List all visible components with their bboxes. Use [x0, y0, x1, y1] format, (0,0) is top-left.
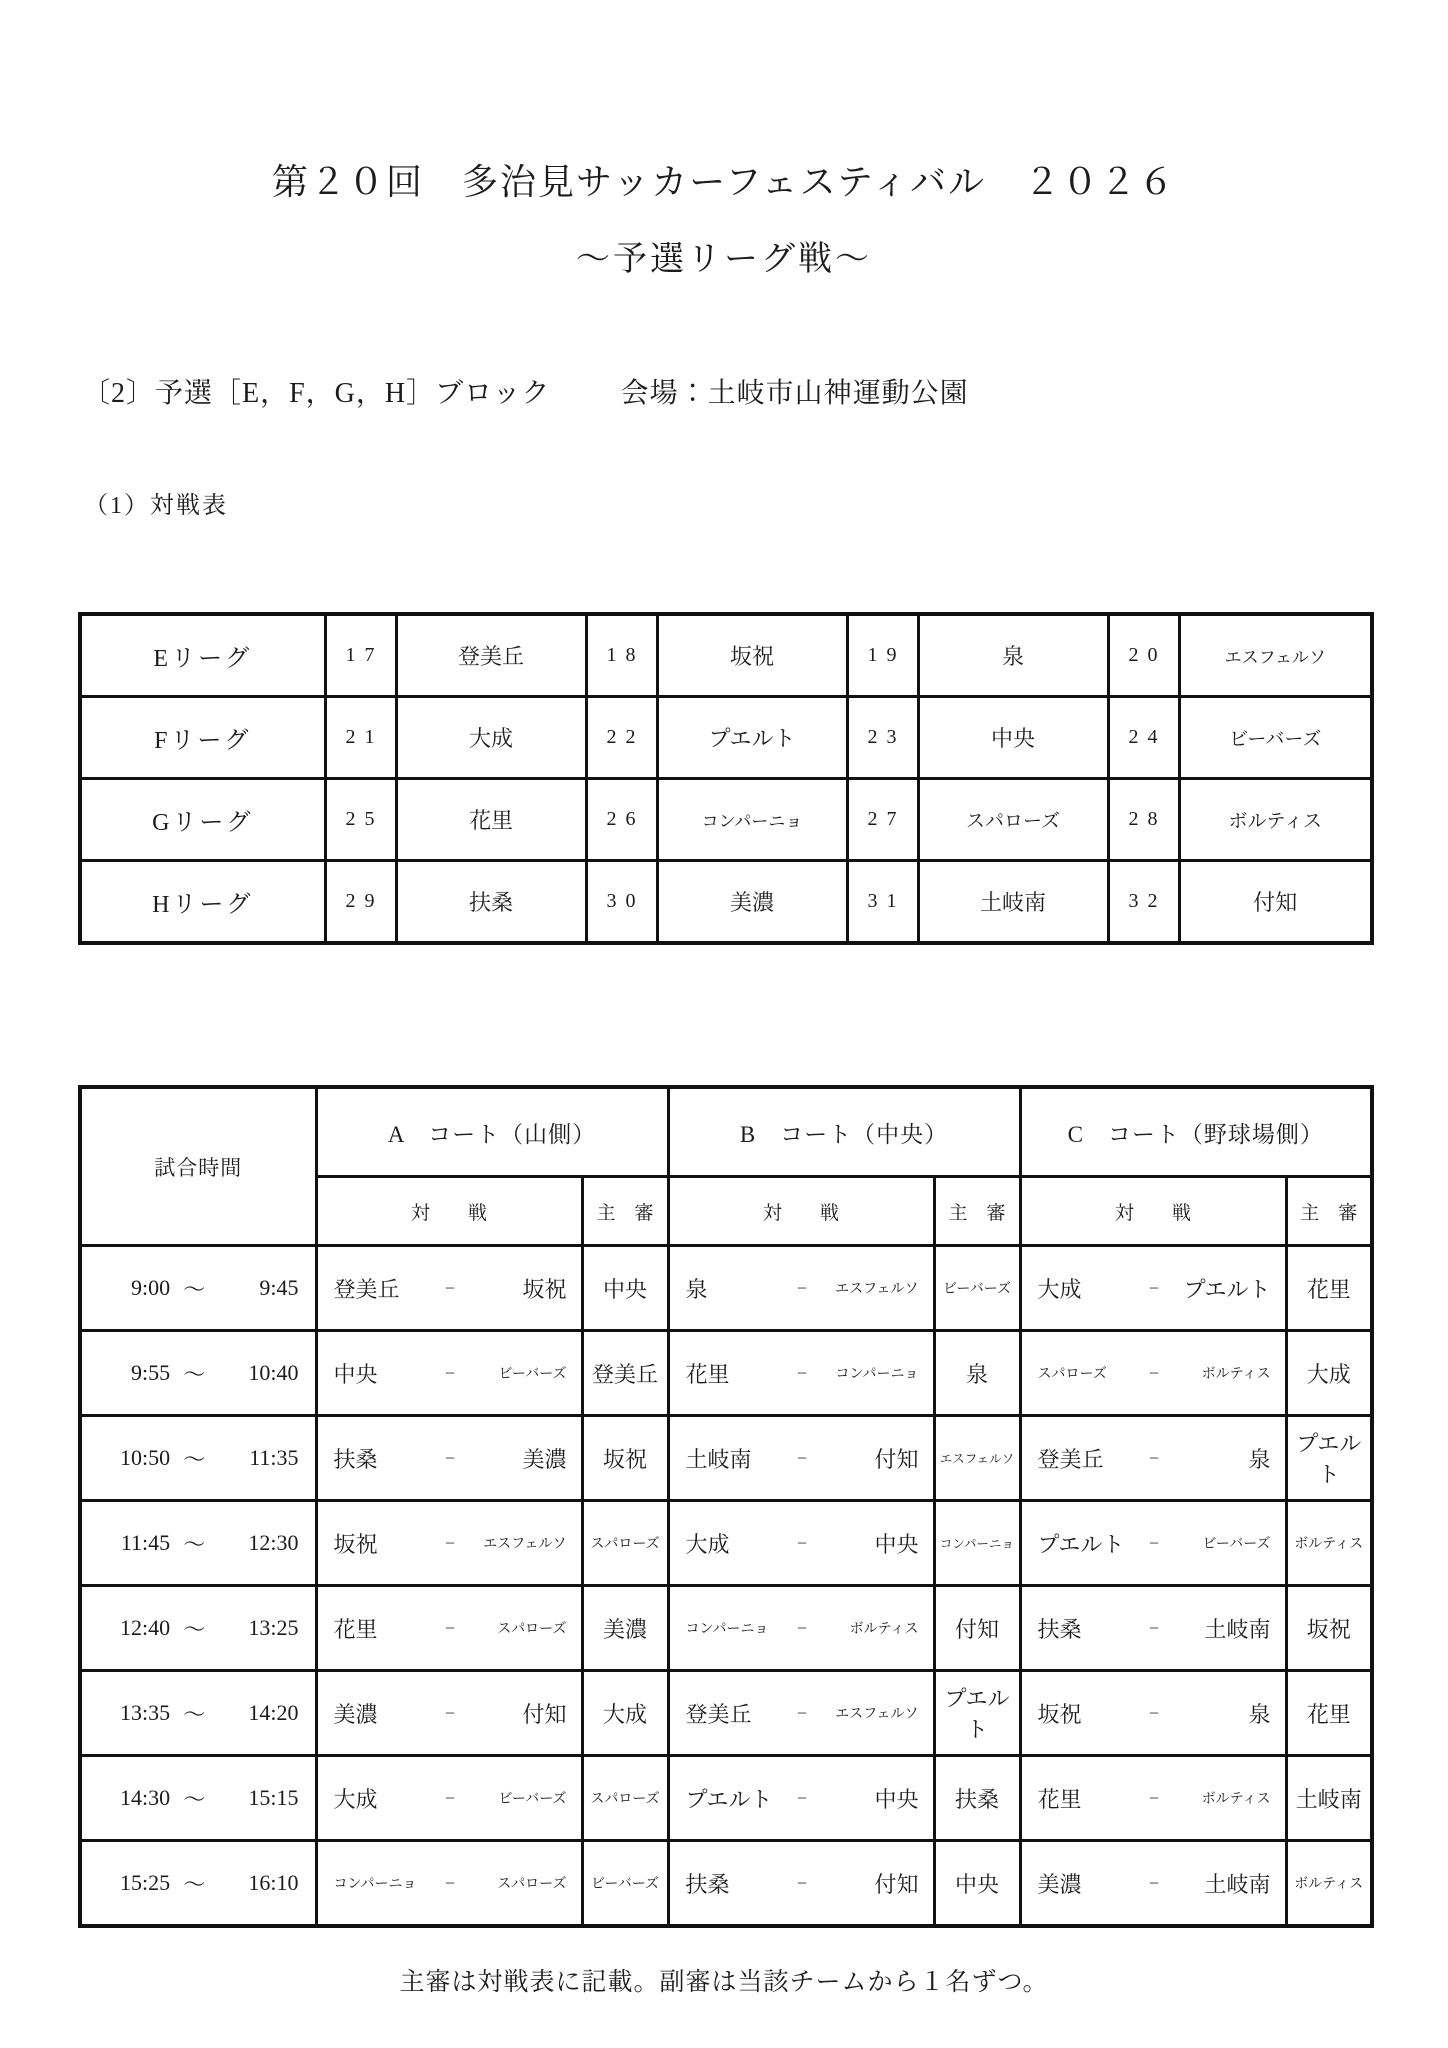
home-team: 美濃 [333, 1701, 378, 1727]
court-b-match [682, 1273, 921, 1304]
vs-dash: − [796, 1277, 808, 1298]
vs-dash: − [1148, 1787, 1160, 1808]
page-title: 第２０回 多治見サッカーフェスティバル ２０２６ [271, 162, 1177, 202]
team-name: 花里 [468, 808, 513, 833]
vs-dash: − [1148, 1277, 1160, 1298]
team-name-cell [918, 779, 1108, 861]
court-b-match-cell [668, 1586, 934, 1671]
schedule-row [80, 1246, 1372, 1331]
team-number: 28 [1108, 779, 1179, 861]
vs-dash: − [444, 1532, 456, 1553]
court-a-header: A コート（山側） [316, 1087, 668, 1177]
page-subtitle: ～予選リーグ戦～ [576, 241, 872, 278]
vs-header-court-b: 対 戦 [668, 1177, 934, 1246]
away-team: エスフェルソ [835, 1707, 919, 1722]
court-a-match-cell [316, 1841, 582, 1927]
court-a-match [330, 1443, 569, 1474]
team-number: 27 [847, 779, 918, 861]
referee-header-court-a: 主 審 [582, 1177, 668, 1246]
schedule-row [80, 1841, 1372, 1927]
referee-team: 泉 [965, 1361, 988, 1387]
time-separator: ～ [183, 1361, 206, 1387]
team-name-cell [396, 861, 586, 944]
team-name: 中央 [990, 726, 1035, 751]
away-team: ビーバーズ [1202, 1537, 1271, 1552]
match-time [98, 1273, 299, 1304]
vs-header-court-c: 対 戦 [1020, 1177, 1286, 1246]
match-time [98, 1613, 299, 1644]
court-a-match-cell [316, 1671, 582, 1756]
schedule-row [80, 1501, 1372, 1586]
time-separator: ～ [183, 1446, 206, 1472]
team-number: 29 [325, 861, 396, 944]
court-b-referee-cell [934, 1841, 1020, 1927]
court-a-match [330, 1358, 569, 1389]
team-name-cell [1179, 861, 1372, 944]
referee-team: 坂祝 [602, 1446, 647, 1472]
court-header-row [80, 1087, 1372, 1177]
vs-dash: − [1148, 1532, 1160, 1553]
team-number: 26 [586, 779, 657, 861]
team-number: 22 [586, 697, 657, 779]
court-c-match-cell [1020, 1671, 1286, 1756]
team-name: 扶桑 [468, 890, 513, 915]
team-number: 30 [586, 861, 657, 944]
start-time: 9:00 [131, 1275, 171, 1300]
home-team: コンパーニョ [685, 1622, 769, 1637]
end-time: 13:25 [248, 1615, 299, 1640]
court-b-referee-cell [934, 1756, 1020, 1841]
schedule-row [80, 1331, 1372, 1416]
court-b-match-cell [668, 1756, 934, 1841]
away-team: 泉 [1248, 1446, 1271, 1472]
team-number: 32 [1108, 861, 1179, 944]
court-a-referee-cell [582, 1841, 668, 1927]
end-time: 14:20 [248, 1700, 299, 1725]
court-a-referee-cell [582, 1331, 668, 1416]
court-c-match-cell [1020, 1586, 1286, 1671]
referee-team: スパローズ [590, 1537, 660, 1552]
court-c-match-cell [1020, 1841, 1286, 1927]
end-time: 15:15 [248, 1785, 299, 1810]
court-b-match-cell [668, 1331, 934, 1416]
court-c-match [1034, 1273, 1273, 1304]
court-a-match-cell [316, 1586, 582, 1671]
court-b-match-cell [668, 1501, 934, 1586]
court-b-referee-cell [934, 1416, 1020, 1501]
home-team: コンパーニョ [333, 1877, 417, 1892]
referee-team: ボルティス [1294, 1537, 1364, 1552]
schedule-table-head [80, 1087, 1372, 1246]
league-name: Fリーグ [80, 697, 325, 779]
team-name-cell [396, 614, 586, 697]
away-team: プエルト [1183, 1276, 1271, 1302]
team-name-cell [918, 861, 1108, 944]
end-time: 10:40 [248, 1360, 299, 1385]
away-team: 坂祝 [522, 1276, 567, 1302]
court-b-referee-cell [934, 1586, 1020, 1671]
home-team: 登美丘 [333, 1276, 400, 1302]
home-team: 登美丘 [685, 1701, 752, 1727]
referee-header-court-c: 主 審 [1286, 1177, 1372, 1246]
away-team: 中央 [874, 1786, 919, 1812]
start-time: 9:55 [131, 1360, 171, 1385]
start-time: 11:45 [120, 1530, 171, 1555]
home-team: 泉 [685, 1276, 708, 1302]
referee-team: 花里 [1306, 1701, 1351, 1727]
court-b-referee-cell [934, 1501, 1020, 1586]
court-a-referee-cell [582, 1671, 668, 1756]
venue-label: 会場：土岐市山神運動公園 [620, 378, 969, 409]
court-b-match [682, 1443, 921, 1474]
team-name-cell [1179, 697, 1372, 779]
match-time [98, 1528, 299, 1559]
time-separator: ～ [183, 1616, 206, 1642]
away-team: 中央 [874, 1531, 919, 1557]
court-c-match [1034, 1443, 1273, 1474]
team-number: 18 [586, 614, 657, 697]
court-b-match [682, 1868, 921, 1899]
end-time: 11:35 [249, 1445, 299, 1470]
away-team: ボルティス [1201, 1367, 1271, 1382]
league-table-body [80, 614, 1372, 943]
home-team: 土岐南 [685, 1446, 752, 1472]
schedule-row [80, 1756, 1372, 1841]
team-name-cell [657, 779, 847, 861]
team-name: 美濃 [729, 890, 774, 915]
team-name: ボルティス [1228, 811, 1322, 832]
team-name: コンパーニョ [701, 811, 803, 831]
away-team: 土岐南 [1204, 1871, 1271, 1897]
vs-dash: − [444, 1362, 456, 1383]
match-time-cell [80, 1671, 316, 1756]
schedule-table-body [80, 1246, 1372, 1927]
vs-header-court-a: 対 戦 [316, 1177, 582, 1246]
court-a-match [330, 1873, 569, 1894]
away-team: 土岐南 [1204, 1616, 1271, 1642]
court-b-match [682, 1618, 921, 1639]
league-table-row [80, 779, 1372, 861]
match-time-cell [80, 1246, 316, 1331]
match-time [98, 1443, 299, 1474]
team-name-cell [918, 697, 1108, 779]
court-c-match-cell [1020, 1501, 1286, 1586]
time-separator: ～ [183, 1871, 206, 1897]
referee-team: プエルト [1296, 1431, 1362, 1487]
vs-dash: − [796, 1447, 808, 1468]
court-c-match [1034, 1613, 1273, 1644]
home-team: プエルト [685, 1786, 773, 1812]
court-c-match [1034, 1868, 1273, 1899]
referee-team: 坂祝 [1306, 1616, 1351, 1642]
home-team: プエルト [1037, 1531, 1125, 1557]
court-a-match [330, 1613, 569, 1644]
home-team: 花里 [1037, 1786, 1082, 1812]
referee-team: 美濃 [602, 1616, 647, 1642]
away-team: スパローズ [497, 1877, 567, 1892]
away-team: エスフェルソ [483, 1537, 567, 1552]
home-team: 扶桑 [685, 1871, 730, 1897]
away-team: ボルティス [849, 1622, 919, 1637]
referee-team: ボルティス [1294, 1877, 1364, 1892]
home-team: 坂祝 [333, 1531, 378, 1557]
court-a-referee-cell [582, 1246, 668, 1331]
court-a-match [330, 1698, 569, 1729]
court-a-referee-cell [582, 1501, 668, 1586]
schedule-row [80, 1671, 1372, 1756]
time-separator: ～ [183, 1276, 206, 1302]
away-team: ビーバーズ [498, 1792, 567, 1807]
start-time: 10:50 [120, 1445, 171, 1470]
team-name: ビーバーズ [1229, 729, 1322, 750]
away-team: スパローズ [497, 1622, 567, 1637]
vs-dash: − [1148, 1617, 1160, 1638]
home-team: 花里 [685, 1361, 730, 1387]
vs-dash: − [1148, 1362, 1160, 1383]
referee-team: コンパーニョ [939, 1536, 1015, 1551]
vs-dash: − [796, 1617, 808, 1638]
schedule-row [80, 1586, 1372, 1671]
time-separator: ～ [183, 1531, 206, 1557]
team-name: プエルト [708, 726, 796, 751]
away-team: 付知 [874, 1871, 919, 1897]
court-b-match-cell [668, 1246, 934, 1331]
away-team: コンパーニョ [835, 1367, 919, 1382]
team-number: 24 [1108, 697, 1179, 779]
court-b-match [682, 1783, 921, 1814]
league-table-row [80, 861, 1372, 944]
end-time: 9:45 [259, 1275, 299, 1300]
referee-team: プエルト [944, 1686, 1010, 1742]
team-name-cell [1179, 614, 1372, 697]
referee-team: 扶桑 [954, 1786, 999, 1812]
court-c-match [1034, 1528, 1273, 1559]
start-time: 15:25 [120, 1870, 171, 1895]
vs-dash: − [796, 1362, 808, 1383]
court-a-match-cell [316, 1331, 582, 1416]
team-name: スパローズ [965, 811, 1061, 832]
team-number: 17 [325, 614, 396, 697]
league-table-row [80, 614, 1372, 697]
referee-team: 花里 [1306, 1276, 1351, 1302]
vs-dash: − [444, 1787, 456, 1808]
referee-team: ビーバーズ [590, 1877, 660, 1892]
court-c-match [1034, 1363, 1273, 1384]
referee-team: 付知 [954, 1616, 999, 1642]
block-heading: 〔2〕予選［E，F，G，H］ブロック [82, 378, 551, 409]
team-name-cell [918, 614, 1108, 697]
referee-team: 大成 [602, 1701, 647, 1727]
referee-team: 大成 [1306, 1361, 1351, 1387]
team-name: 登美丘 [457, 644, 524, 669]
vs-dash: − [1148, 1702, 1160, 1723]
block-heading-line [78, 378, 1370, 410]
away-team: エスフェルソ [835, 1282, 919, 1297]
team-name: エスフェルソ [1224, 647, 1326, 667]
away-team: ボルティス [1201, 1792, 1271, 1807]
court-b-referee-cell [934, 1331, 1020, 1416]
vs-dash: − [444, 1617, 456, 1638]
court-a-referee-cell [582, 1756, 668, 1841]
league-assignment-table [78, 612, 1374, 945]
court-c-referee-cell [1286, 1671, 1372, 1756]
team-number: 23 [847, 697, 918, 779]
section-1-heading: （1）対戦表 [84, 493, 228, 519]
vs-dash: − [444, 1702, 456, 1723]
team-name-cell [396, 697, 586, 779]
schedule-row [80, 1416, 1372, 1501]
court-b-referee-cell [934, 1246, 1020, 1331]
court-c-match-cell [1020, 1416, 1286, 1501]
match-schedule-table [78, 1085, 1374, 1928]
vs-dash: − [444, 1277, 456, 1298]
referee-team: 登美丘 [591, 1361, 658, 1387]
team-name-cell [657, 614, 847, 697]
team-name: 泉 [1001, 644, 1024, 669]
vs-dash: − [1148, 1872, 1160, 1893]
court-b-match [682, 1358, 921, 1389]
end-time: 16:10 [248, 1870, 299, 1895]
court-b-match [682, 1698, 921, 1729]
vs-dash: − [1148, 1447, 1160, 1468]
home-team: 登美丘 [1037, 1446, 1104, 1472]
court-c-referee-cell [1286, 1841, 1372, 1927]
match-time-cell [80, 1416, 316, 1501]
vs-dash: − [796, 1702, 808, 1723]
away-team: 泉 [1248, 1701, 1271, 1727]
home-team: 坂祝 [1037, 1701, 1082, 1727]
vs-dash: − [796, 1532, 808, 1553]
team-name: 大成 [468, 726, 513, 751]
court-c-referee-cell [1286, 1501, 1372, 1586]
home-team: 大成 [333, 1786, 378, 1812]
court-c-match [1034, 1698, 1273, 1729]
referee-team: 中央 [602, 1276, 647, 1302]
court-c-referee-cell [1286, 1586, 1372, 1671]
home-team: 大成 [685, 1531, 730, 1557]
court-c-referee-cell [1286, 1246, 1372, 1331]
referee-team: ビーバーズ [942, 1282, 1012, 1297]
home-team: 大成 [1037, 1276, 1082, 1302]
court-a-referee-cell [582, 1416, 668, 1501]
league-table-row [80, 697, 1372, 779]
league-name: Gリーグ [80, 779, 325, 861]
match-time-cell [80, 1841, 316, 1927]
vs-dash: − [444, 1447, 456, 1468]
team-number: 31 [847, 861, 918, 944]
court-b-match-cell [668, 1841, 934, 1927]
home-team: 中央 [333, 1361, 378, 1387]
time-column-header: 試合時間 [80, 1087, 316, 1246]
referee-footer-note: 主審は対戦表に記載。副審は当該チームから１名ずつ。 [399, 1969, 1049, 1996]
home-team: 花里 [333, 1616, 378, 1642]
match-time-cell [80, 1501, 316, 1586]
away-team: 付知 [874, 1446, 919, 1472]
team-name-cell [396, 779, 586, 861]
team-number: 25 [325, 779, 396, 861]
court-c-match-cell [1020, 1331, 1286, 1416]
match-time-cell [80, 1331, 316, 1416]
home-team: スパローズ [1037, 1367, 1107, 1382]
court-a-match [330, 1783, 569, 1814]
match-time [98, 1868, 299, 1899]
court-c-match-cell [1020, 1246, 1286, 1331]
away-team: 美濃 [522, 1446, 567, 1472]
away-team: 付知 [522, 1701, 567, 1727]
court-a-referee-cell [582, 1586, 668, 1671]
team-name: 付知 [1253, 890, 1298, 915]
vs-dash: − [796, 1787, 808, 1808]
court-b-match-cell [668, 1416, 934, 1501]
court-b-referee-cell [934, 1671, 1020, 1756]
team-name-cell [657, 697, 847, 779]
court-c-header: C コート（野球場側） [1020, 1087, 1372, 1177]
referee-team: 中央 [954, 1871, 999, 1897]
league-name: Hリーグ [80, 861, 325, 944]
court-a-match [330, 1528, 569, 1559]
court-a-match-cell [316, 1246, 582, 1331]
court-b-header: B コート（中央） [668, 1087, 1020, 1177]
court-c-referee-cell [1286, 1331, 1372, 1416]
team-number: 21 [325, 697, 396, 779]
referee-team: スパローズ [590, 1792, 660, 1807]
court-b-match [682, 1528, 921, 1559]
court-c-match-cell [1020, 1756, 1286, 1841]
team-name-cell [1179, 779, 1372, 861]
match-time-cell [80, 1586, 316, 1671]
home-team: 扶桑 [333, 1446, 378, 1472]
time-separator: ～ [183, 1701, 206, 1727]
team-name-cell [657, 861, 847, 944]
match-time-cell [80, 1756, 316, 1841]
league-name: Eリーグ [80, 614, 325, 697]
home-team: 美濃 [1037, 1871, 1082, 1897]
court-a-match-cell [316, 1756, 582, 1841]
time-separator: ～ [183, 1786, 206, 1812]
end-time: 12:30 [248, 1530, 299, 1555]
team-number: 20 [1108, 614, 1179, 697]
referee-team: 土岐南 [1295, 1786, 1362, 1812]
court-b-match-cell [668, 1671, 934, 1756]
court-a-match-cell [316, 1416, 582, 1501]
match-time [98, 1358, 299, 1389]
court-c-match [1034, 1783, 1273, 1814]
court-a-match [330, 1273, 569, 1304]
start-time: 14:30 [120, 1785, 171, 1810]
match-time [98, 1698, 299, 1729]
vs-dash: − [444, 1872, 456, 1893]
match-time [98, 1783, 299, 1814]
court-a-match-cell [316, 1501, 582, 1586]
court-c-referee-cell [1286, 1756, 1372, 1841]
team-name: 土岐南 [979, 890, 1046, 915]
start-time: 12:40 [120, 1615, 171, 1640]
vs-dash: − [796, 1872, 808, 1893]
team-name: 坂祝 [729, 644, 774, 669]
home-team: 扶桑 [1037, 1616, 1082, 1642]
team-number: 19 [847, 614, 918, 697]
referee-team: エスフェルソ [939, 1451, 1015, 1466]
away-team: ビーバーズ [498, 1367, 567, 1382]
court-c-referee-cell [1286, 1416, 1372, 1501]
referee-header-court-b: 主 審 [934, 1177, 1020, 1246]
start-time: 13:35 [120, 1700, 171, 1725]
